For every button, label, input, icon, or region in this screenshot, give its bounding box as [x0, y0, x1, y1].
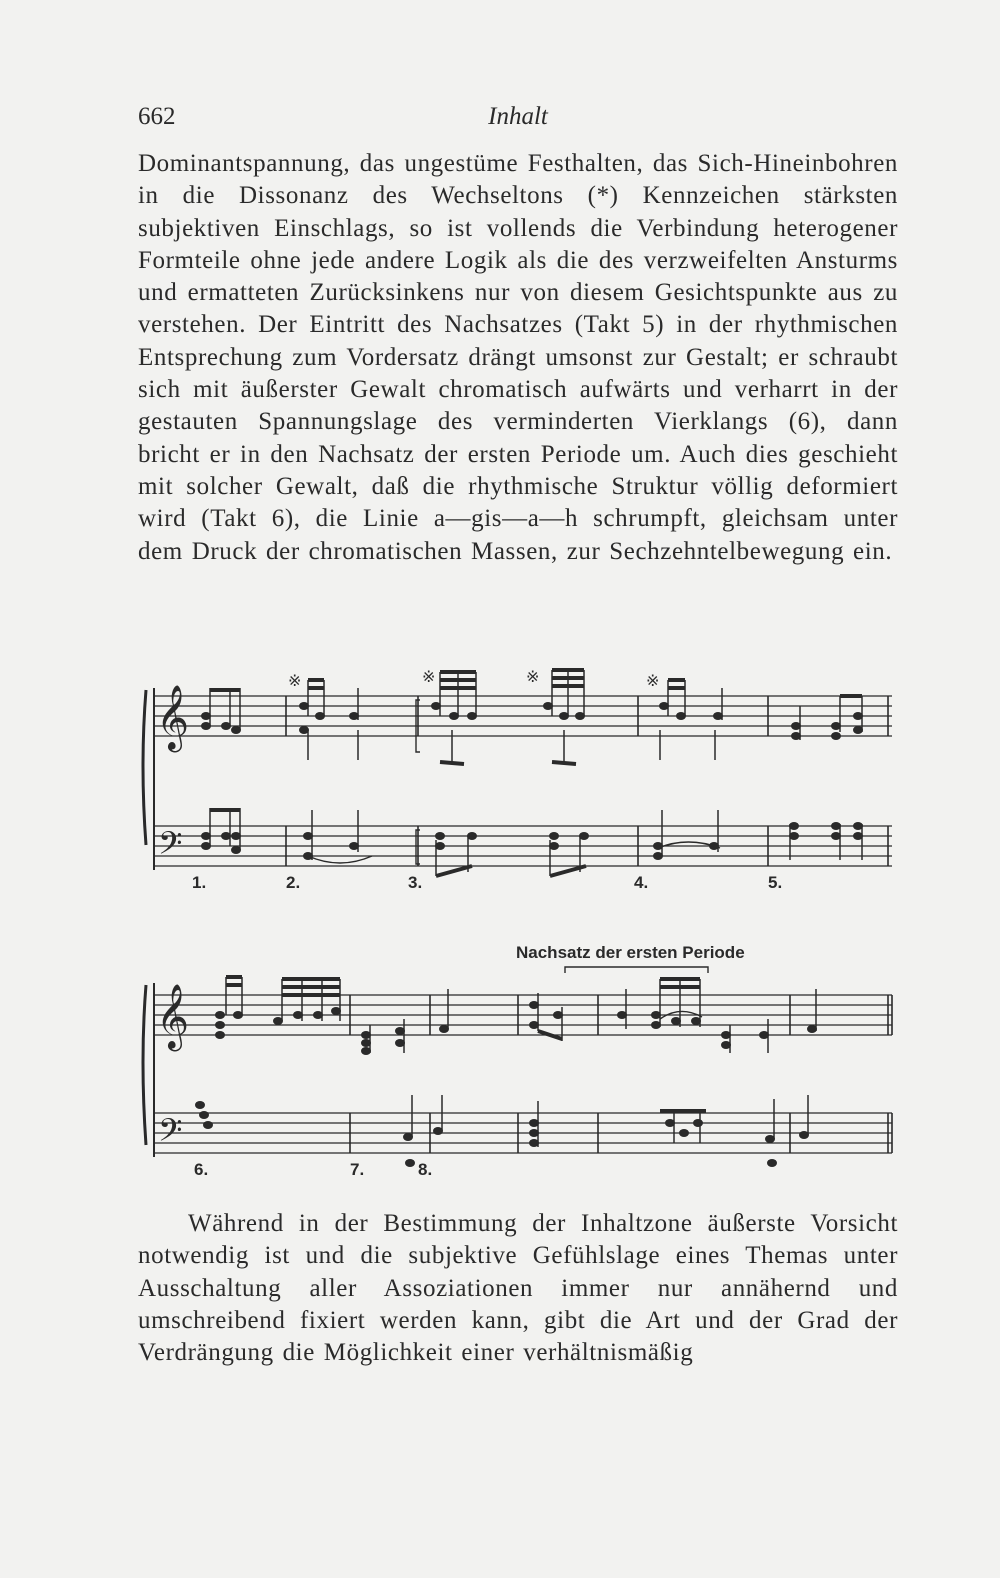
treble-clef-icon: 𝄞	[156, 984, 190, 1049]
section-label: Nachsatz der ersten Periode	[516, 943, 745, 962]
page-number: 662	[138, 103, 176, 130]
asterisk-mark: ※	[288, 671, 302, 690]
body-paragraph-1: Dominantspannung, das ungestüme Festhalten, das Sich-Hineinbohren in die Dissonanz des Wechseltons (*) Kennzeichen stärksten subjektiven Einschlags, so ist vollends die Verbindung heterogener Formteile ohne jede andere Logik als die des verzweifelten Ansturms und ermatteten Zurücksinkens nur von diesem Gesichtspunkte aus zu verstehen. Der Eintritt des Nachsatzes (Takt 5) in der rhythmischen Entsprechung zum Vordersatz drängt umsonst zur Gestalt; er schraubt sich mit äußerster Gewalt chromatisch aufwärts und verharrt in der gestauten Spannungslage des verminderten Vierklangs (6), dann bricht er in den Nachsatz der ersten Periode um. Auch dies geschieht mit solcher Gewalt, daß die rhythmische Struktur völlig deformiert wird (Takt 6), die Linie a—gis—a—h schrumpft, gleichsam unter dem Druck der chromatischen Massen, zur Sechzehntelbewegung ein.	[138, 150, 898, 565]
measure-number: 5.	[768, 873, 783, 892]
treble-clef-icon: 𝄞	[156, 685, 190, 750]
body-paragraph-2: Während in der Bestimmung der Inhaltzone äußerste Vorsicht notwendig ist und die subjektive Gefühlslage eines Themas unter Ausschaltung aller Assoziationen immer nur annähernd und umschreibend fixiert werden kann, gibt die Art und der Grad der Verdrängung die Möglichkeit einer verhältnismäßig	[138, 1210, 898, 1367]
music-system-2	[140, 935, 900, 1185]
asterisk-mark: ※	[646, 671, 660, 690]
page-header	[138, 103, 898, 137]
music-system-1	[140, 660, 900, 900]
measure-number: 6.	[194, 1160, 209, 1179]
running-head: Inhalt	[488, 103, 548, 130]
asterisk-mark: ※	[422, 667, 436, 686]
bass-clef-icon: 𝄢	[158, 1112, 183, 1156]
measure-number: 7.	[350, 1160, 365, 1179]
measure-number: 3.	[408, 873, 423, 892]
measure-number: 2.	[286, 873, 301, 892]
measure-number: 8.	[418, 1160, 433, 1179]
measure-number: 1.	[192, 873, 207, 892]
bass-clef-icon: 𝄢	[158, 825, 183, 869]
asterisk-mark: ※	[526, 667, 540, 686]
measure-number: 4.	[634, 873, 649, 892]
